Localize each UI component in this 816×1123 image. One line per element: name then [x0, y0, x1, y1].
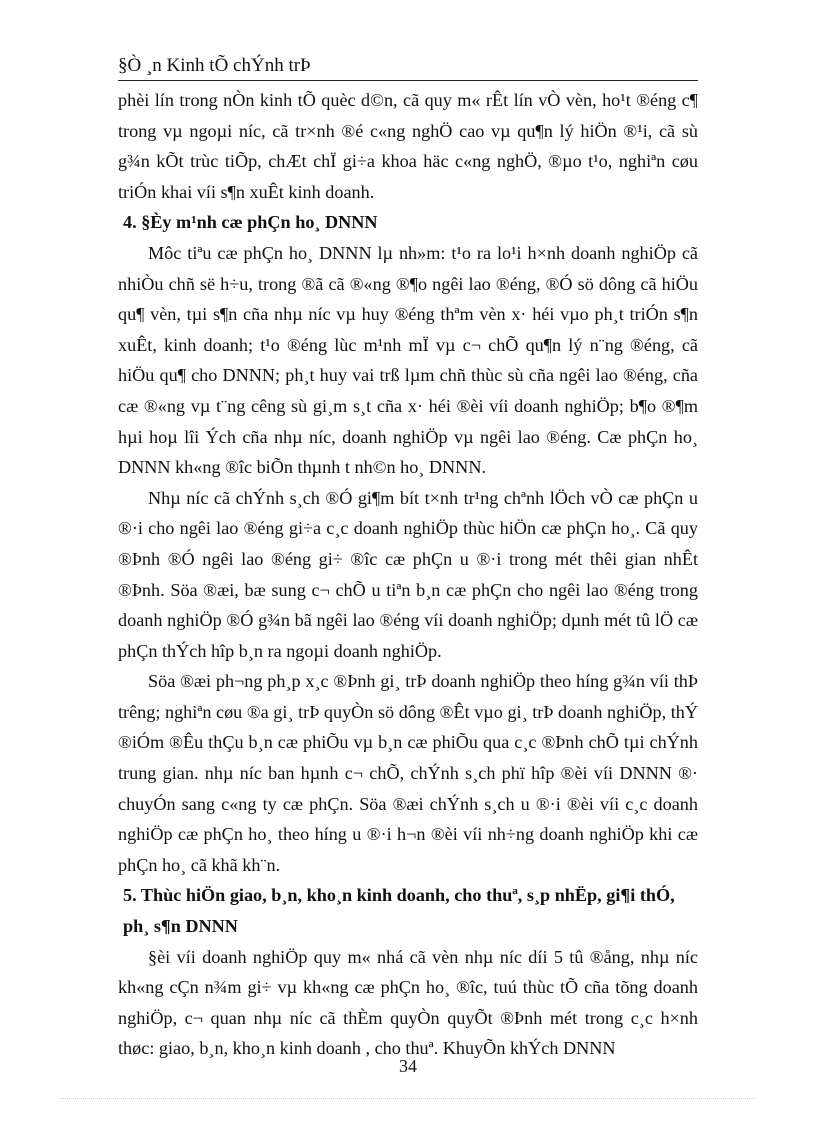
section-heading-5: 5. Thùc hiÖn giao, b¸n, kho¸n kinh doanh, cho thuª, s¸p nhËp, gi¶i thÓ, ph¸ s¶n DNNN	[123, 885, 675, 937]
body-paragraph-5: §èi víi doanh nghiÖp quy m« nhá cã vèn nhµ níc díi 5 tû ®ång, nhµ níc kh«ng cÇn n¾m gi÷ vµ kh«ng cæ phÇn ho¸ ®îc, tuú thùc tÕ cña tõng doanh nghiÖp, c¬ quan nhµ níc cã thÈm quyÒn quyÕt ®Þnh mét trong c¸c h×nh thøc: giao, b¸n, kho¸n kinh doanh , cho thuª. KhuyÕn khÝch DNNN	[118, 946, 698, 1059]
page-bottom-divider	[60, 1098, 756, 1099]
section-heading-4: 4. §Èy m¹nh cæ phÇn ho¸ DNNN	[123, 212, 378, 233]
body-paragraph-4: Söa ®æi ph¬ng ph¸p x¸c ®Þnh gi¸ trÞ doanh nghiÖp theo híng g¾n víi thÞ trêng; nghiªn cøu ®a gi¸ trÞ quyÒn sö dông ®Êt vµo gi¸ trÞ doanh nghiÖp, thÝ ®iÓm ®Êu thÇu b¸n cæ phiÕu vµ b¸n cæ phiÕu qua c¸c ®Þnh chÕ tµi chÝnh trung gian. nhµ níc ban hµnh c¬ chÕ, chÝnh s¸ch phï hîp ®èi víi DNNN ®· chuyÓn sang c«ng ty cæ phÇn. Söa ®æi chÝnh s¸ch u ®·i ®èi víi c¸c doanh nghiÖp cæ phÇn ho¸ theo híng u ®·i h¬n ®èi víi nh÷ng doanh nghiÖp khi cæ phÇn ho¸ cã khã kh¨n.	[118, 671, 698, 875]
page-number: 34	[399, 1056, 417, 1076]
body-paragraph-2: Môc tiªu cæ phÇn ho¸ DNNN lµ nh»m: t¹o ra lo¹i h×nh doanh nghiÖp cã nhiÒu chñ së h÷u, trong ®ã cã ®«ng ®¶o ngêi lao ®éng, ®Ó sö dông cã hiÖu qu¶ vèn, tµi s¶n cña nhµ níc vµ huy ®éng thªm vèn x· héi vµo ph¸t triÓn s¶n xuÊt, kinh doanh; t¹o ®éng lùc m¹nh mÏ vµ c¬ chÕ qu¶n lý n¨ng ®éng, cã hiÖu qu¶ cho DNNN; ph¸t huy vai trß lµm chñ thùc sù cña ngêi lao ®éng, cña cæ ®«ng vµ t¨ng cêng sù gi¸m s¸t cña x· héi ®èi víi doanh nghiÖp; b¶o ®¶m hµi hoµ lîi Ých cña nhµ níc, doanh nghiÖp vµ ngêi lao ®éng. Cæ phÇn ho¸ DNNN kh«ng ®îc biÕn thµnh t nh©n ho¸ DNNN.	[118, 242, 698, 478]
body-paragraph-1: phèi lín trong nÒn kinh tÕ quèc d©n, cã quy m« rÊt lín vÒ vèn, ho¹t ®éng c¶ trong vµ ngoµi níc, cã tr×nh ®é c«ng nghÖ cao vµ qu¶n lý hiÖn ®¹i, cã sù g¾n kÕt trùc tiÕp, chÆt chÏ gi÷a khoa häc c«ng nghÖ, ®µo t¹o, nghiªn cøu triÓn khai víi s¶n xuÊt kinh doanh.	[118, 90, 698, 202]
page-body	[118, 85, 698, 1064]
document-title: §Ò ¸n Kinh tÕ chÝnh trÞ	[118, 55, 311, 76]
page-header	[118, 52, 698, 81]
body-paragraph-3: Nhµ níc cã chÝnh s¸ch ®Ó gi¶m bít t×nh tr¹ng chªnh lÖch vÒ cæ phÇn u ®·i cho ngêi lao ®éng gi÷a c¸c doanh nghiÖp thùc hiÖn cæ phÇn ho¸. Cã quy ®Þnh ®Ó ngêi lao ®éng gi÷ ®îc cæ phÇn u ®·i trong mét thêi gian nhÊt ®Þnh. Söa ®æi, bæ sung c¬ chÕ u tiªn b¸n cæ phÇn cho ngêi lao ®éng trong doanh nghiÖp ®Ó g¾n bã ngêi lao ®éng víi doanh nghiÖp; dµnh mét tû lÖ cæ phÇn thÝch hîp b¸n ra ngoµi doanh nghiÖp.	[118, 487, 698, 661]
